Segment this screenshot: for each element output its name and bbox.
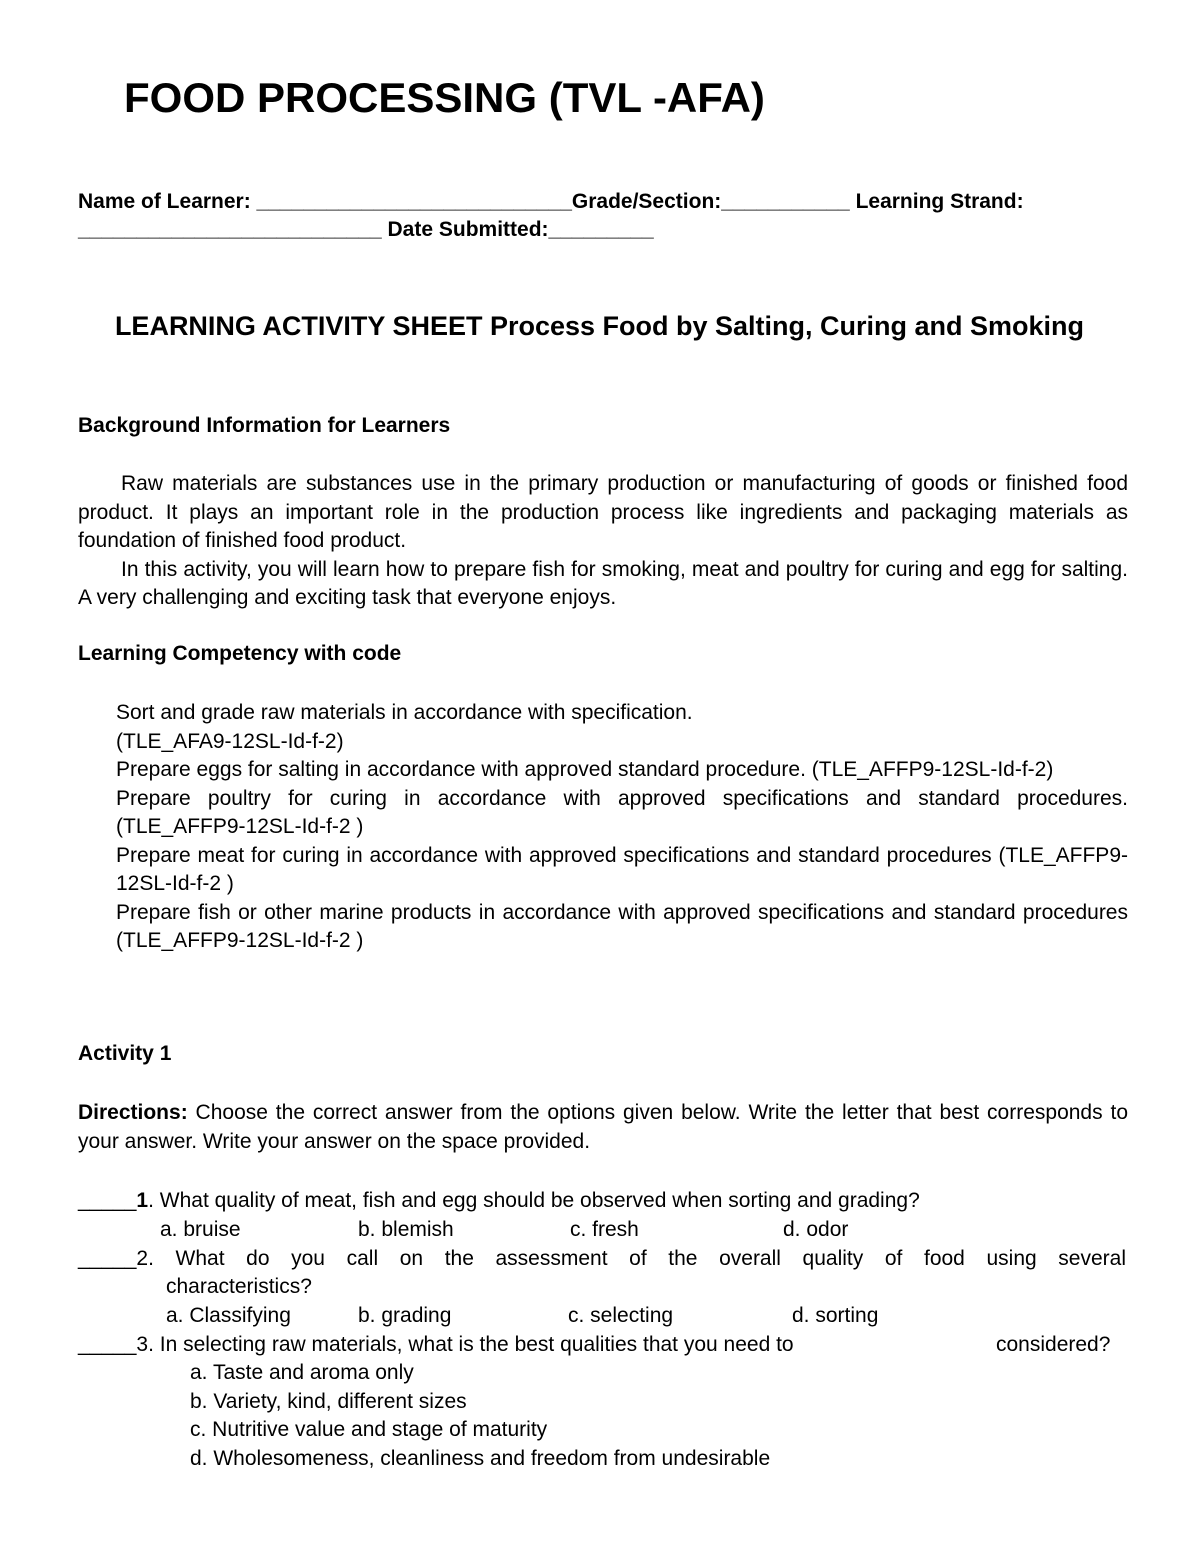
question-2-continuation: characteristics?: [166, 1275, 312, 1298]
background-heading: Background Information for Learners: [78, 414, 451, 437]
option: d. sorting: [792, 1304, 879, 1327]
question-number: 1: [136, 1189, 149, 1212]
option: c. fresh: [570, 1218, 639, 1241]
competency-item: Prepare meat for curing in accordance with approved specifications and standard procedures (TLE_AFFP9-12SL-Id-f-2 ): [116, 843, 1128, 895]
activity-sheet-title: LEARNING ACTIVITY SHEET Process Food by Salting, Curing and Smoking: [114, 311, 1085, 341]
question-number: 3.: [136, 1333, 154, 1356]
directions-body: Choose the correct answer from the options given below. Write the letter that best corresponds to your answer. Write your answer on the space provided.: [78, 1101, 1128, 1153]
option: a. Classifying: [166, 1304, 291, 1327]
option: b. Variety, kind, different sizes: [190, 1390, 467, 1413]
competency-item: Prepare eggs for salting in accordance with approved standard procedure. (TLE_AFFP9-12SL-Id-f-2): [116, 758, 1054, 781]
learner-name-label: Name of Learner: ___________________________: [78, 190, 572, 213]
question-number: 2.: [136, 1247, 154, 1270]
option: c. Nutritive value and stage of maturity: [190, 1418, 548, 1441]
date-submitted-label: Date Submitted:_________: [381, 218, 654, 241]
competency-heading: Learning Competency with code: [78, 642, 402, 665]
competency-item: (TLE_AFA9-12SL-Id-f-2): [116, 729, 344, 753]
option: c. selecting: [568, 1304, 674, 1327]
option: b. grading: [358, 1304, 452, 1327]
option: d. Wholesomeness, cleanliness and freedom from undesirable: [190, 1447, 771, 1470]
learner-info-block: [78, 188, 1138, 244]
learning-strand-label: Learning Strand:: [849, 190, 1024, 213]
answer-blank: _____: [78, 1247, 137, 1270]
directions-label: Directions:: [78, 1101, 188, 1124]
option: d. odor: [783, 1218, 849, 1241]
answer-blank: _____: [78, 1189, 137, 1212]
background-paragraph: Raw materials are substances use in the primary production or manufacturing of goods or finished food product. It plays an important role in the production process like ingredients and packaging materials as foundation of finished food product.: [78, 472, 1128, 552]
question-1: [78, 1187, 1128, 1216]
document-title: FOOD PROCESSING (TVL -AFA): [124, 74, 765, 121]
grade-section-label: Grade/Section:___________: [571, 190, 850, 213]
question-2-options: [0, 1302, 1200, 1331]
answer-blank: _____: [78, 1333, 137, 1356]
question-3-end: considered?: [996, 1333, 1111, 1356]
directions-text: [78, 1099, 1128, 1156]
question-3: [78, 1331, 1128, 1360]
question-text: In selecting raw materials, what is the best qualities that you need to: [153, 1333, 794, 1356]
competency-item: Sort and grade raw materials in accordance with specification.: [116, 701, 693, 724]
competency-item: Prepare poultry for curing in accordance with approved specifications and standard procedures. (TLE_AFFP9-12SL-Id-f-2 ): [116, 786, 1128, 838]
option: b. blemish: [358, 1218, 454, 1241]
question-2: [78, 1245, 1126, 1274]
competency-list: [116, 699, 1128, 956]
activity-heading: Activity 1: [78, 1042, 172, 1065]
option: a. bruise: [160, 1218, 241, 1241]
question-text: What do you call on the assessment of the overall quality of food using several: [153, 1247, 1126, 1270]
background-text: [78, 470, 1128, 613]
competency-item: Prepare fish or other marine products in accordance with approved specifications and standard procedures (TLE_AFFP9-12SL-Id-f-2 ): [116, 900, 1128, 952]
question-1-options: [0, 1216, 1200, 1245]
learning-strand-blank: __________________________: [78, 218, 382, 241]
option: a. Taste and aroma only: [190, 1361, 414, 1384]
background-paragraph: In this activity, you will learn how to prepare fish for smoking, meat and poultry for curing and egg for salting. A very challenging and exciting task that everyone enjoys.: [78, 557, 1128, 609]
question-text: . What quality of meat, fish and egg should be observed when sorting and grading?: [148, 1189, 920, 1212]
